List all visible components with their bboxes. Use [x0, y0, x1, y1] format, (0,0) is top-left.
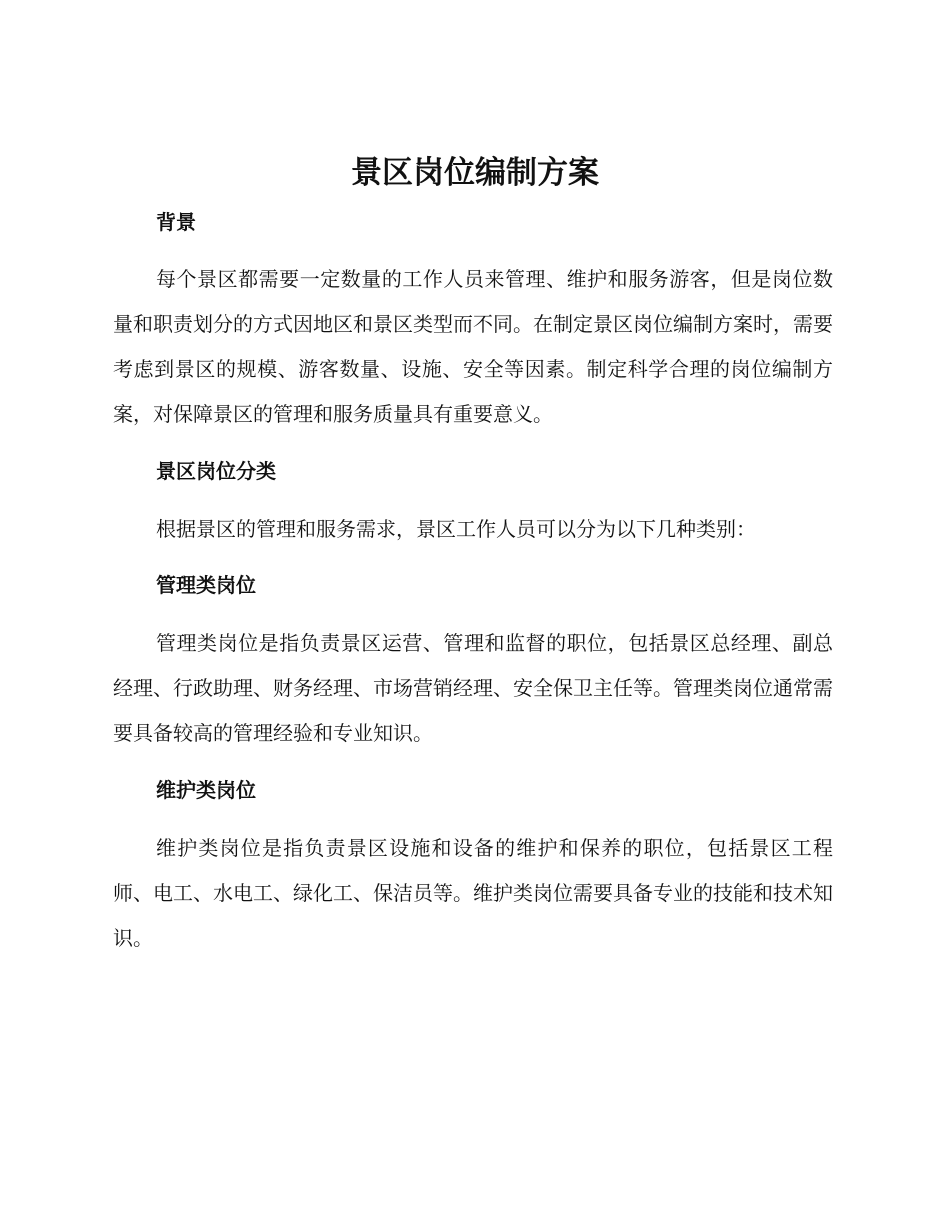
section-heading-classification: 景区岗位分类: [156, 459, 276, 483]
section-paragraph-background: 每个景区都需要一定数量的工作人员来管理、维护和服务游客，但是岗位数量和职责划分的方式因地区和景区类型而不同。在制定景区岗位编制方案时，需要考虑到景区的规模、游客数量、设施、安全等因素。制定科学合理的岗位编制方案，对保障景区的管理和服务质量具有重要意义。: [113, 267, 833, 426]
document-title: 景区岗位编制方案: [351, 155, 599, 191]
section-heading-management: 管理类岗位: [156, 573, 256, 597]
section-heading-background: 背景: [156, 210, 196, 234]
section-paragraph-classification: 根据景区的管理和服务需求，景区工作人员可以分为以下几种类别：: [156, 517, 756, 541]
section-paragraph-management: 管理类岗位是指负责景区运营、管理和监督的职位，包括景区总经理、副总经理、行政助理、财务经理、市场营销经理、安全保卫主任等。管理类岗位通常需要具备较高的管理经验和专业知识。: [113, 631, 833, 745]
section-paragraph-maintenance: 维护类岗位是指负责景区设施和设备的维护和保养的职位，包括景区工程师、电工、水电工、绿化工、保洁员等。维护类岗位需要具备专业的技能和技术知识。: [113, 836, 833, 950]
section-heading-maintenance: 维护类岗位: [156, 778, 256, 802]
